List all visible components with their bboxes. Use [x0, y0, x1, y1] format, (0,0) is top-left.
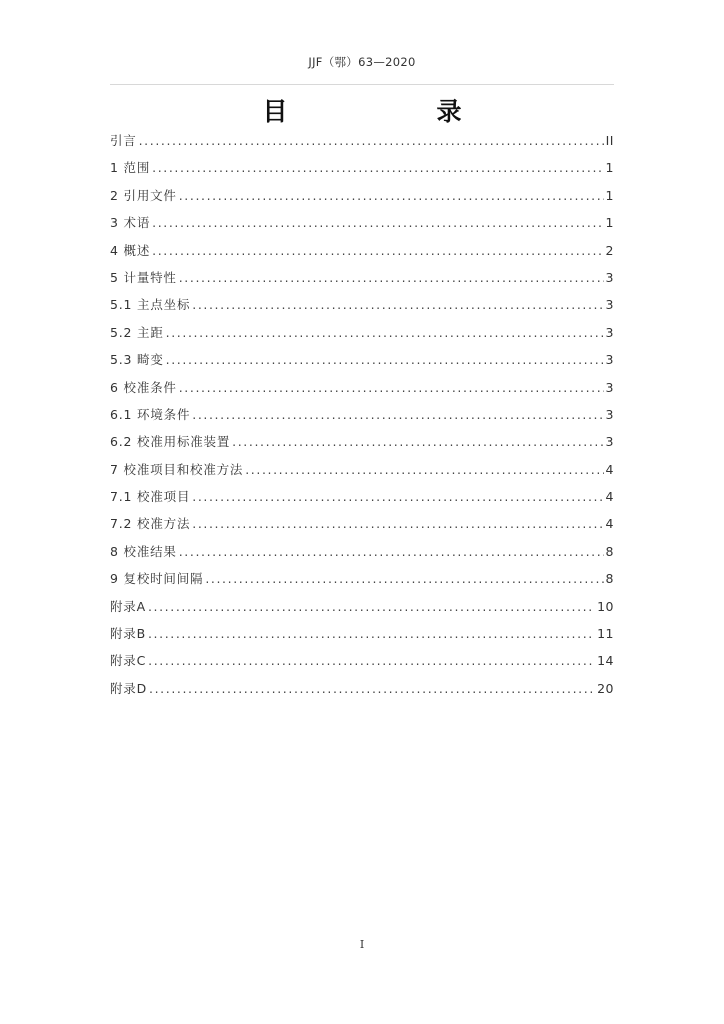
toc-entry-page: 8 [605, 571, 614, 587]
toc-entry-page: 3 [605, 297, 614, 313]
toc-entry-label: 附录D [110, 680, 148, 696]
toc-entry[interactable] [110, 538, 614, 565]
toc-entry-page: 1 [605, 215, 614, 231]
toc-entry-label: 4 概述 [110, 242, 151, 258]
toc-entry-page: 3 [605, 406, 614, 422]
toc-dot-leader [179, 182, 604, 209]
toc-entry-page: 14 [597, 653, 614, 669]
toc-entry-label: 6.2 校准用标准装置 [110, 434, 231, 450]
toc-entry[interactable] [110, 593, 614, 620]
toc-entry-label: 2 引用文件 [110, 187, 177, 203]
toc-entry-label: 5.2 主距 [110, 324, 164, 340]
toc-entry-label: 8 校准结果 [110, 543, 177, 559]
toc-entry-page: 8 [605, 543, 614, 559]
toc-entry-label: 附录A [110, 598, 146, 614]
toc-entry-label: 3 术语 [110, 215, 151, 231]
toc-dot-leader [192, 483, 603, 510]
toc-entry[interactable] [110, 647, 614, 674]
toc-entry-label: 5 计量特性 [110, 269, 177, 285]
toc-entry-label: 9 复校时间间隔 [110, 571, 204, 587]
toc-entry-label: 7.2 校准方法 [110, 516, 191, 532]
toc-entry[interactable] [110, 620, 614, 647]
toc-dot-leader [179, 264, 604, 291]
toc-dot-leader [192, 510, 603, 537]
toc-entry-label: 6 校准条件 [110, 379, 177, 395]
toc-dot-leader [152, 154, 603, 181]
toc-dot-leader [149, 675, 595, 702]
toc-entry-label: 5.3 畸变 [110, 352, 164, 368]
toc-entry-page: 3 [605, 352, 614, 368]
toc-entry-page: 4 [605, 516, 614, 532]
page-title: 目 录 [262, 97, 524, 126]
toc-entry[interactable] [110, 182, 614, 209]
toc-entry[interactable] [110, 483, 614, 510]
toc-entry-label: 引言 [110, 133, 137, 148]
toc-dot-leader [179, 374, 604, 401]
toc-entry-page: 11 [597, 626, 614, 642]
toc-entry-page: 3 [605, 324, 614, 340]
toc-dot-leader [148, 620, 595, 647]
toc-entry[interactable] [110, 456, 614, 483]
toc-entry-page: 4 [605, 489, 614, 505]
toc-dot-leader [166, 346, 604, 373]
toc-entry[interactable] [110, 237, 614, 264]
toc-entry[interactable] [110, 209, 614, 236]
toc-entry[interactable] [110, 675, 614, 702]
toc-entry-page: 1 [605, 160, 614, 176]
toc-dot-leader [148, 647, 595, 674]
toc-entry-label: 6.1 环境条件 [110, 406, 191, 422]
toc-entry-label: 7.1 校准项目 [110, 489, 191, 505]
toc-dot-leader [139, 127, 604, 154]
toc-dot-leader [152, 209, 603, 236]
toc-entry-page: 2 [605, 242, 614, 258]
toc-entry-page: 4 [605, 461, 614, 477]
toc-entry[interactable] [110, 565, 614, 592]
toc-dot-leader [152, 237, 603, 264]
toc-entry-page: 3 [605, 269, 614, 285]
toc-entry[interactable] [110, 510, 614, 537]
table-of-contents [110, 127, 614, 702]
toc-entry-page: 1 [605, 187, 614, 203]
toc-entry[interactable] [110, 319, 614, 346]
toc-entry-label: 1 范围 [110, 160, 151, 176]
document-code-header: JJF（鄂）63—2020 [308, 55, 416, 69]
toc-entry-label: 7 校准项目和校准方法 [110, 461, 244, 477]
toc-entry-label: 附录B [110, 626, 146, 642]
toc-entry-page: II [605, 133, 614, 148]
toc-entry[interactable] [110, 401, 614, 428]
toc-entry-page: 3 [605, 434, 614, 450]
toc-entry[interactable] [110, 127, 614, 154]
toc-entry-label: 5.1 主点坐标 [110, 297, 191, 313]
toc-entry-label: 附录C [110, 653, 147, 669]
toc-dot-leader [148, 593, 595, 620]
toc-entry[interactable] [110, 264, 614, 291]
toc-entry[interactable] [110, 374, 614, 401]
toc-dot-leader [179, 538, 604, 565]
toc-entry[interactable] [110, 428, 614, 455]
toc-entry-page: 3 [605, 379, 614, 395]
page-number: I [359, 938, 365, 951]
toc-entry[interactable] [110, 154, 614, 181]
toc-dot-leader [245, 456, 603, 483]
header-divider [110, 84, 614, 85]
toc-entry[interactable] [110, 346, 614, 373]
toc-entry-page: 20 [597, 680, 614, 696]
toc-dot-leader [205, 565, 603, 592]
toc-entry-page: 10 [597, 598, 614, 614]
toc-entry[interactable] [110, 291, 614, 318]
toc-dot-leader [192, 291, 603, 318]
toc-dot-leader [192, 401, 603, 428]
toc-dot-leader [166, 319, 604, 346]
toc-dot-leader [232, 428, 603, 455]
